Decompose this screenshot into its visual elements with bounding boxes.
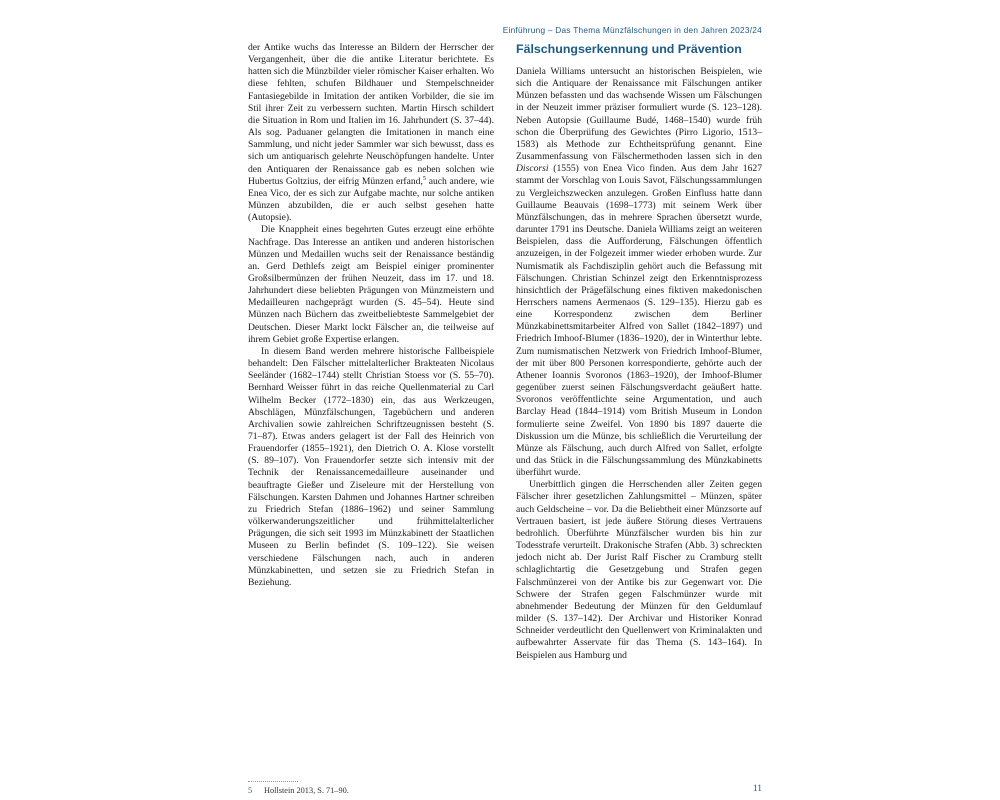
footnote-text: Hollstein 2013, S. 71–90.	[264, 786, 349, 795]
right-column	[516, 42, 762, 662]
section-heading: Fälschungserkennung und Prävention	[516, 42, 742, 56]
paragraph: Unerbittlich gingen die Herrschenden aller Zeiten gegen Fälscher ihrer gesetzlichen Zahlungsmittel – Münzen, später auch Geldscheine – vor. Da die Beliebtheit einer Münzsorte auf Vertrauen basiert, ist jede äußere Störung dieses Vertrauens bedrohlich. Überführte Münzfälscher wurden bis hin zur Todesstrafe verurteilt. Drakonische Strafen (Abb. 3) schreckten jedoch nicht ab. Der Jurist Ralf Fischer zu Cramburg stellt schlaglichtartig die Gesetzgebung und Strafen gegen Falschmünzerei von der Antike bis zur Gegenwart vor. Die Schwere der Strafen gegen Falschmünzer wurde mit abnehmender Bedeutung der Münzen für den Geldumlauf milder (S. 137–142). Der Archivar und Historiker Konrad Schneider verdeutlicht den Quellenwert von Kriminalakten und aufbewahrter Asservate für das Thema (S. 143–164). In Beispielen aus Hamburg und	[516, 479, 762, 661]
text-columns	[248, 42, 762, 662]
paragraph: Daniela Williams untersucht an historischen Beispielen, wie sich die Antiquare der Renaissance mit Fälschungen antiker Münzen befassten und das wachsende Wissen um Fälschungen in der Neuzeit immer präziser formuliert wurde (S. 123–128). Neben Autopsie (Guillaume Budé, 1468–1540) wurde früh schon die Überprüfung des Gewichtes (Pirro Ligorio, 1513–1583) als Methode zur Echtheitsprüfung genannt. Eine Zusammenfassung von Fälschermethoden lassen sich in den Discorsi (1555) von Enea Vico finden. Aus dem Jahr 1627 stammt der Vorschlag von Louis Savot, Fälschungssammlungen zu Vergleichszwecken anzulegen. Großen Einfluss hatte dann Guillaume Beauvais (1698–1773) mit seinem Werk über Münzfälschungen, das in mehrere Sprachen übersetzt wurde, darunter 1791 ins Deutsche. Daniela Williams zeigt an weiteren Beispielen, dass die Aufforderung, Fälschungen öffentlich anzuzeigen, in der Folgezeit immer wieder erhoben wurde. Zur Numismatik als Fachdisziplin gehört auch die Befassung mit Fälschungen. Christian Schinzel zeigt den Erkenntnisprozess hinsichtlich der Prägefälschung eines fiktiven makedonischen Herrschers namens Aermenaos (S. 129–135). Hierzu gab es eine Korrespondenz zwischen dem Berliner Münzkabinettsmitarbeiter Alfred von Sallet (1842–1897) und Friedrich Imhoof-Blumer (1836–1920), der in Winterthur lebte. Zum numismatischen Netzwerk von Friedrich Imhoof-Blumer, der mit über 800 Personen korrespondierte, gehörte auch der Athener Ioannis Svoronos (1863–1920), der Imhoof-Blumer gegenüber zuerst seinen Fälschungsverdacht geäußert hatte. Svoronos veröffentlichte seine Argumentation, und auch Barclay Head (1844–1914) vom British Museum in London formulierte seine Zweifel. Von 1890 bis 1897 dauerte die Diskussion um die Münze, bis schließlich die Verurteilung der Münze als Fälschung, auch durch Alfred von Sallet, erfolgte und das Stück in die Fälschungssammlung des Münzkabinetts überführt wurde.	[516, 66, 762, 479]
right-column-body	[516, 66, 762, 662]
paragraph: Die Knappheit eines begehrten Gutes erzeugt eine erhöhte Nachfrage. Das Interesse an antiken und anderen historischen Münzen und Medaillen wuchs seit der Renaissance beständig an. Gerd Dethlefs zeigt am Beispiel einiger prominenter Großsilbermünzen der frühen Neuzeit, dass im 17. und 18. Jahrhundert diese beliebten Prägungen von Münzmeistern und Medailleuren nachgeprägt wurden (S. 45–54). Heute sind Münzen nach Büchern das zweitbeliebteste Sammelgebiet der Deutschen. Dieser Markt lockt Fälscher an, die teilweise auf ihrem Gebiet große Expertise erlangen.	[248, 224, 494, 345]
footnote-rule	[248, 781, 298, 782]
footnote	[248, 786, 494, 795]
left-column	[248, 42, 494, 662]
footnote-number: 5	[248, 786, 253, 795]
paragraph: der Antike wuchs das Interesse an Bildern der Herrscher der Vergangenheit, über die die antike Literatur berichtete. Es hatten sich die Münzbilder vieler römischer Kaiser erhalten. Wo diese fehlten, schufen Bildhauer und Stempelschneider Fantasiegebilde in Imitation der antiken Vorbilder, die sie im Stil ihrer Zeit zu verbessern suchten. Martin Hirsch schildert die Situation in Rom und Italien im 16. Jahrhundert (S. 37–44). Als sog. Paduaner gelangten die Imitationen in manch eine Sammlung, und nicht jeder Sammler war sich bewusst, dass es sich um antiquarisch gelehrte Neuschöpfungen handelte. Unter den Antiquaren der Renaissance gab es neben solchen wie Hubertus Goltzius, der eifrig Münzen erfand,$^5$ auch andere, wie Enea Vico, der es sich zur Aufgabe machte, nur solche antiken Münzen abzubilden, die er auch selbst gesehen hatte (Autopsie).	[248, 42, 495, 224]
running-header: Einführung – Das Thema Münzfälschungen in den Jahren 2023/24	[502, 25, 762, 35]
paragraph: In diesem Band werden mehrere historische Fallbeispiele behandelt: Den Fälscher mittelalterlicher Brakteaten Nicolaus Seeländer (1682–1744) stellt Christian Stoess vor (S. 55–70). Bernhard Weisser führt in das reiche Quellenmaterial zu Carl Wilhelm Becker (1772–1830) ein, das aus Werkzeugen, Abschlägen, Münzfälschungen, Tagebüchern und anderen Archivalien sowie zahlreichen Schriftzeugnissen besteht (S. 71–87). Etwas anders gelagert ist der Fall des Heinrich von Frauendorfer (1855–1921), den Dietrich O. A. Klose vorstellt (S. 89–107). Von Frauendorfer setzte sich intensiv mit der Technik der Renaissancemedailleure auseinander und beauftragte Gießer und Ziseleure mit der Herstellung von Fälschungen. Karsten Dahmen und Johannes Hartner schreiben zu Friedrich Stefan (1886–1962) und seiner Sammlung völkerwanderungszeitlicher und frühmittelalterlicher Prägungen, die sich seit 1993 im Münzkabinett der Staatlichen Museen zu Berlin befindet (S. 109–122). Sie weisen verschiedene Fälschungen nach, auch in anderen Münzkabinetten, und setzen sie zu Friedrich Stefan in Beziehung.	[248, 345, 494, 588]
page-number: 11	[752, 784, 762, 794]
footnote-area	[248, 781, 494, 795]
